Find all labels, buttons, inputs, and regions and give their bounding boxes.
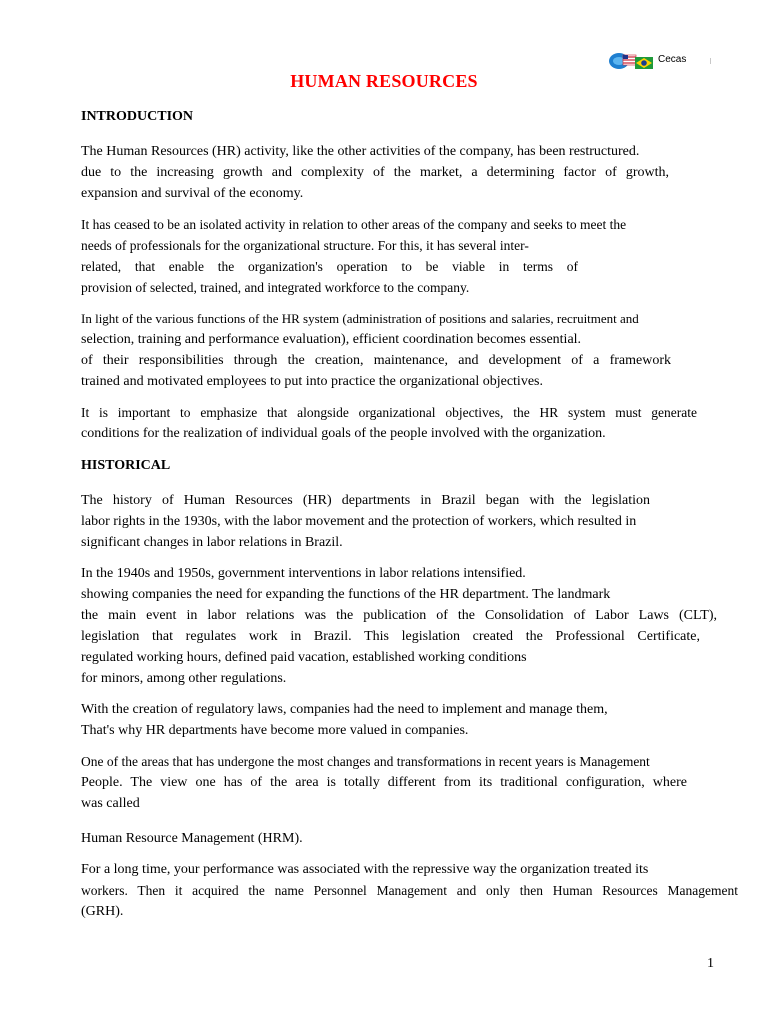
text-line: In the 1940s and 1950s, government interventions in labor relations intensified. <box>81 566 526 581</box>
page-number: 1 <box>707 956 714 971</box>
text-line: was called <box>81 796 140 811</box>
text-line: provision of selected, trained, and integrated workforce to the company. <box>81 280 470 295</box>
text-line: for minors, among other regulations. <box>81 671 287 686</box>
paragraph <box>81 402 739 444</box>
text-line: showing companies the need for expanding the functions of the HR department. The landmark <box>81 587 611 602</box>
text-line: due to the increasing growth and complexity of the market, a determining factor of growth, <box>81 165 669 180</box>
text-line: For a long time, your performance was associated with the repressive way the organization treated its <box>81 862 649 877</box>
paragraph <box>81 751 739 814</box>
text-line: selection, training and performance evaluation), efficient coordination becomes essential. <box>81 332 582 347</box>
paragraph <box>81 308 739 392</box>
logo-text: Cecas <box>658 54 687 65</box>
section-historical <box>81 456 739 922</box>
text-line: The Human Resources (HR) activity, like the other activities of the company, has been restructured. <box>81 144 640 159</box>
paragraph <box>81 214 739 298</box>
paragraph <box>81 699 739 741</box>
paragraph <box>81 141 739 204</box>
text-line: It has ceased to be an isolated activity in relation to other areas of the company and seeks to meet the <box>81 217 627 232</box>
text-line: workers. Then it acquired the name Personnel Management and only then Human Resources Management <box>81 883 738 898</box>
text-line: The history of Human Resources (HR) departments in Brazil began with the legislation <box>81 493 650 508</box>
text-line: With the creation of regulatory laws, companies had the need to implement and manage them, <box>81 702 608 717</box>
section-heading-introduction: INTRODUCTION <box>81 109 194 124</box>
text-line: significant changes in labor relations in Brazil. <box>81 535 343 550</box>
flags-logo-icon <box>608 51 658 71</box>
text-line: legislation that regulates work in Brazil. This legislation created the Professional Certificate, <box>81 629 700 644</box>
text-line: People. The view one has of the area is totally different from its traditional configuration, where <box>81 775 687 790</box>
section-introduction <box>81 107 739 444</box>
section-heading-historical: HISTORICAL <box>81 458 171 473</box>
paragraph <box>81 859 739 922</box>
text-line: needs of professionals for the organizational structure. For this, it has several inter- <box>81 238 529 253</box>
text-line: labor rights in the 1930s, with the labor movement and the protection of workers, which resulted in <box>81 514 637 529</box>
text-line: Human Resource Management (HRM). <box>81 831 303 846</box>
logo-separator <box>710 58 711 64</box>
logo <box>608 51 718 71</box>
text-line: In light of the various functions of the HR system (administration of positions and salaries, recruitment and <box>81 311 639 326</box>
text-line: That's why HR departments have become more valued in companies. <box>81 723 469 738</box>
text-line: trained and motivated employees to put into practice the organizational objectives. <box>81 374 543 389</box>
text-line: of their responsibilities through the creation, maintenance, and development of a framework <box>81 353 671 368</box>
text-line: expansion and survival of the economy. <box>81 186 304 201</box>
paragraph <box>81 563 739 689</box>
text-line: It is important to emphasize that alongside organizational objectives, the HR system must generate <box>81 405 697 420</box>
text-line: One of the areas that has undergone the most changes and transformations in recent years is Management <box>81 754 650 769</box>
paragraph <box>81 490 739 553</box>
text-line: regulated working hours, defined paid vacation, established working conditions <box>81 650 527 665</box>
page-title: HUMAN RESOURCES <box>290 71 478 91</box>
text-line: (GRH). <box>81 904 124 919</box>
text-line: the main event in labor relations was the publication of the Consolidation of Labor Laws (CLT), <box>81 608 717 623</box>
text-line: conditions for the realization of individual goals of the people involved with the organization. <box>81 426 606 441</box>
paragraph <box>81 828 739 849</box>
text-line: related, that enable the organization's operation to be viable in terms of <box>81 259 578 274</box>
document-body <box>81 107 739 932</box>
